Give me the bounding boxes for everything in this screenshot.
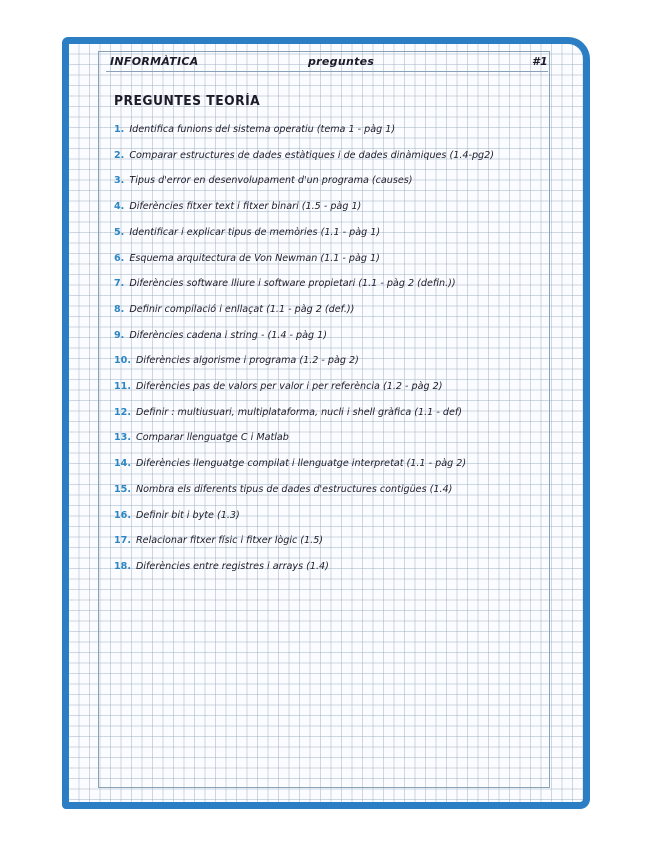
question-number: 11. [114,381,131,392]
question-number: 18. [114,560,131,572]
question-number: 5. [114,226,125,238]
question-text: Diferències pas de valors per valor i per referència (1.2 - pàg 2) [136,381,443,392]
header-topic: preguntes [308,55,375,68]
question-item [114,432,289,443]
notebook-page [62,37,590,809]
question-number: 10. [114,355,131,367]
question-number: 6. [114,252,125,264]
question-text: Definir bit i byte (1.3) [136,509,240,521]
question-text: Diferències entre registres i arrays (1.4) [136,560,329,572]
page-title: PREGUNTES TEORÍA [114,94,261,109]
question-text: Nombra els diferents tipus de dades d'estructures contigües (1.4) [136,483,453,495]
question-item [114,484,452,495]
question-item [114,304,354,315]
question-item [114,355,359,366]
question-text: Diferències software lliure i software propietari (1.1 - pàg 2 (defin.)) [129,278,456,290]
question-number: 9. [114,329,125,341]
question-number: 1. [114,124,125,135]
question-number: 17. [114,535,131,547]
question-text: Identifica funions del sistema operatiu (tema 1 - pàg 1) [129,124,396,135]
question-item [114,175,413,186]
page-margin-box [98,51,550,788]
question-item [114,535,323,546]
question-number: 16. [114,509,131,521]
question-number: 15. [114,483,131,495]
question-item [114,458,466,469]
question-number: 14. [114,458,131,470]
question-text: Diferències fitxer text i fitxer binari (1.5 - pàg 1) [129,201,362,213]
question-number: 12. [114,406,131,418]
question-text: Definir : multiusuari, multiplataforma, nucli i shell gràfica (1.1 - def) [136,406,462,418]
question-item [114,407,462,418]
header-subject: INFORMÀTICA [110,55,199,68]
question-number: 4. [114,201,125,213]
question-text: Identificar i explicar tipus de memòries (1.1 - pàg 1) [129,226,381,238]
question-text: Diferències cadena i string - (1.4 - pàg 1) [129,329,327,341]
question-item [114,330,327,341]
question-item [114,278,456,289]
question-text: Diferències llenguatge compilat i llenguatge interpretat (1.1 - pàg 2) [136,458,467,470]
question-text: Esquema arquitectura de Von Newman (1.1 - pàg 1) [129,252,380,264]
question-text: Diferències algorisme i programa (1.2 - pàg 2) [136,355,359,367]
header-divider [106,71,548,72]
question-text: Comparar llenguatge C i Matlab [136,432,289,444]
question-text: Comparar estructures de dades estàtiques i de dades dinàmiques (1.4-pg2) [129,149,494,161]
question-number: 8. [114,303,125,315]
question-text: Tipus d'error en desenvolupament d'un programa (causes) [129,175,413,187]
question-text: Definir compilació i enllaçat (1.1 - pàg 2 (def.)) [129,303,355,315]
question-item [114,124,395,135]
question-item [114,201,361,212]
question-item [114,253,380,264]
question-item [114,381,443,392]
question-item [114,561,329,572]
question-item [114,227,380,238]
question-number: 3. [114,175,125,187]
question-text: Relacionar fitxer físic i fitxer lògic (1.5) [136,535,324,547]
question-item [114,510,240,521]
header-page-number: #1 [532,55,548,68]
question-number: 2. [114,149,125,161]
question-number: 13. [114,432,131,444]
question-item [114,150,494,161]
question-number: 7. [114,278,125,290]
